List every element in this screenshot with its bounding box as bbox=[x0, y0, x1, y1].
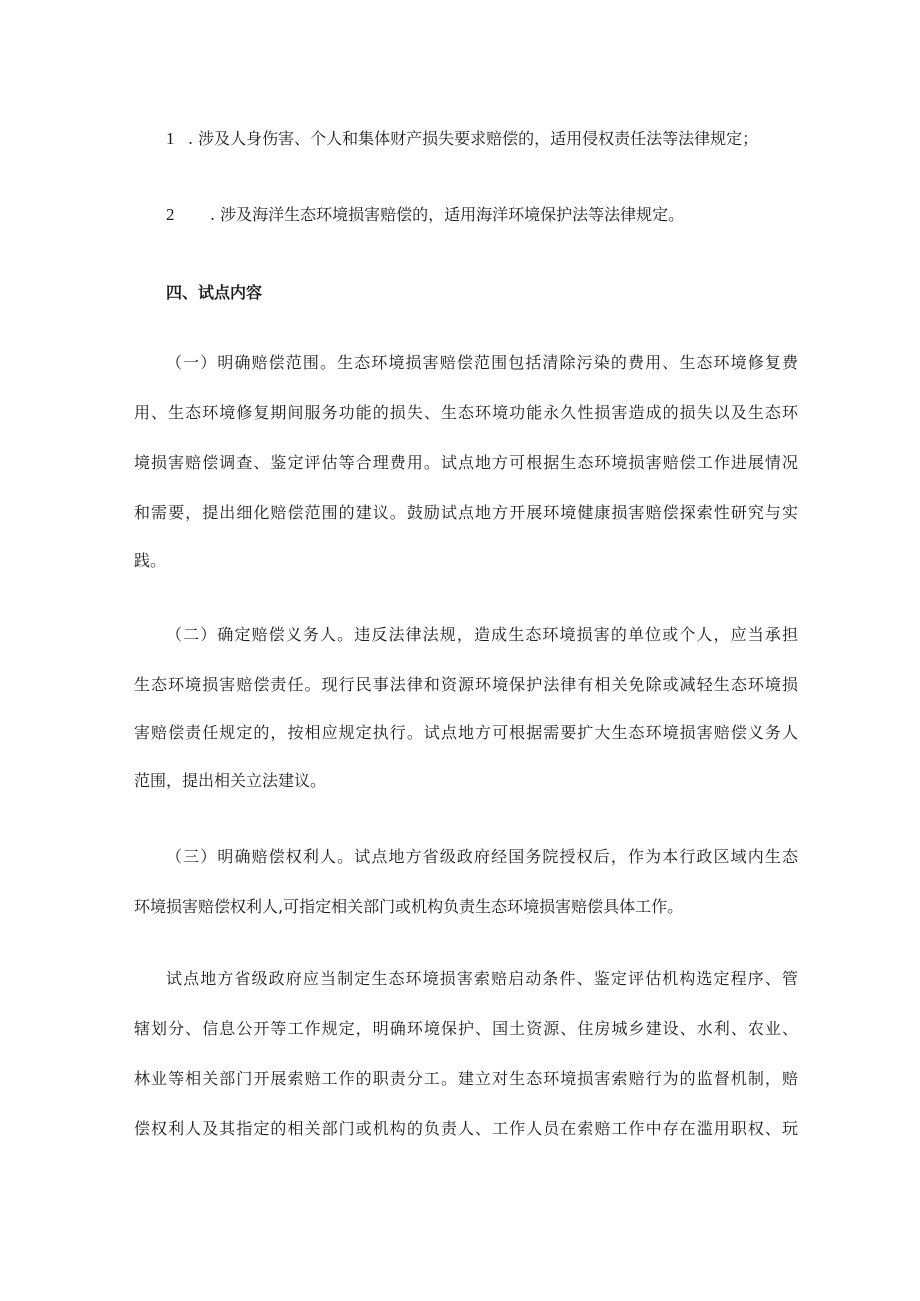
paragraph-line: 试点地方省级政府应当制定生态环境损害索赔启动条件、鉴定评估机构选定程序、管 bbox=[166, 969, 798, 988]
paragraph-line: 偿权利人及其指定的相关部门或机构的负责人、工作人员在索赔工作中存在滥用职权、玩 bbox=[134, 1119, 798, 1138]
paragraph-line: 林业等相关部门开展索赔工作的职责分工。建立对生态环境损害索赔行为的监督机制，赔 bbox=[134, 1069, 798, 1088]
paragraph-line: 害赔偿责任规定的，按相应规定执行。试点地方可根据需要扩大生态环境损害赔偿义务人 bbox=[134, 723, 798, 742]
item-number: 1 bbox=[166, 129, 175, 148]
paragraph-line: 环境损害赔偿权利人,可指定相关部门或机构负责生态环境损害赔偿具体工作。 bbox=[134, 897, 684, 916]
list-item bbox=[166, 204, 814, 226]
paragraph-line: （一）明确赔偿范围。生态环境损害赔偿范围包括清除污染的费用、生态环境修复费 bbox=[166, 353, 798, 372]
paragraph-line: （三）明确赔偿权利人。试点地方省级政府经国务院授权后，作为本行政区域内生态 bbox=[166, 847, 798, 866]
paragraph-line: 生态环境损害赔偿责任。现行民事法律和资源环境保护法律有相关免除或减轻生态环境损 bbox=[134, 675, 798, 694]
paragraph-line: 用、生态环境修复期间服务功能的损失、生态环境功能永久性损害造成的损失以及生态环 bbox=[134, 403, 798, 422]
paragraph-line: 践。 bbox=[134, 551, 167, 570]
paragraph-line: 范围，提出相关立法建议。 bbox=[134, 771, 327, 790]
paragraph-line: （二）确定赔偿义务人。违反法律法规，造成生态环境损害的单位或个人，应当承担 bbox=[166, 625, 798, 644]
item-number: 2 bbox=[166, 205, 175, 224]
paragraph-line: 辖划分、信息公开等工作规定，明确环境保护、国土资源、住房城乡建设、水利、农业、 bbox=[134, 1019, 798, 1038]
item-text: . 涉及海洋生态环境损害赔偿的，适用海洋环境保护法等法律规定。 bbox=[210, 205, 685, 224]
list-item bbox=[166, 128, 814, 150]
paragraph-line: 境损害赔偿调查、鉴定评估等合理费用。试点地方可根据生态环境损害赔偿工作进展情况 bbox=[134, 453, 798, 472]
item-text: . 涉及人身伤害、个人和集体财产损失要求赔偿的，适用侵权责任法等法律规定； bbox=[188, 129, 759, 148]
paragraph-line: 和需要，提出细化赔偿范围的建议。鼓励试点地方开展环境健康损害赔偿探索性研究与实 bbox=[134, 503, 798, 522]
section-heading: 四、试点内容 bbox=[166, 283, 263, 302]
